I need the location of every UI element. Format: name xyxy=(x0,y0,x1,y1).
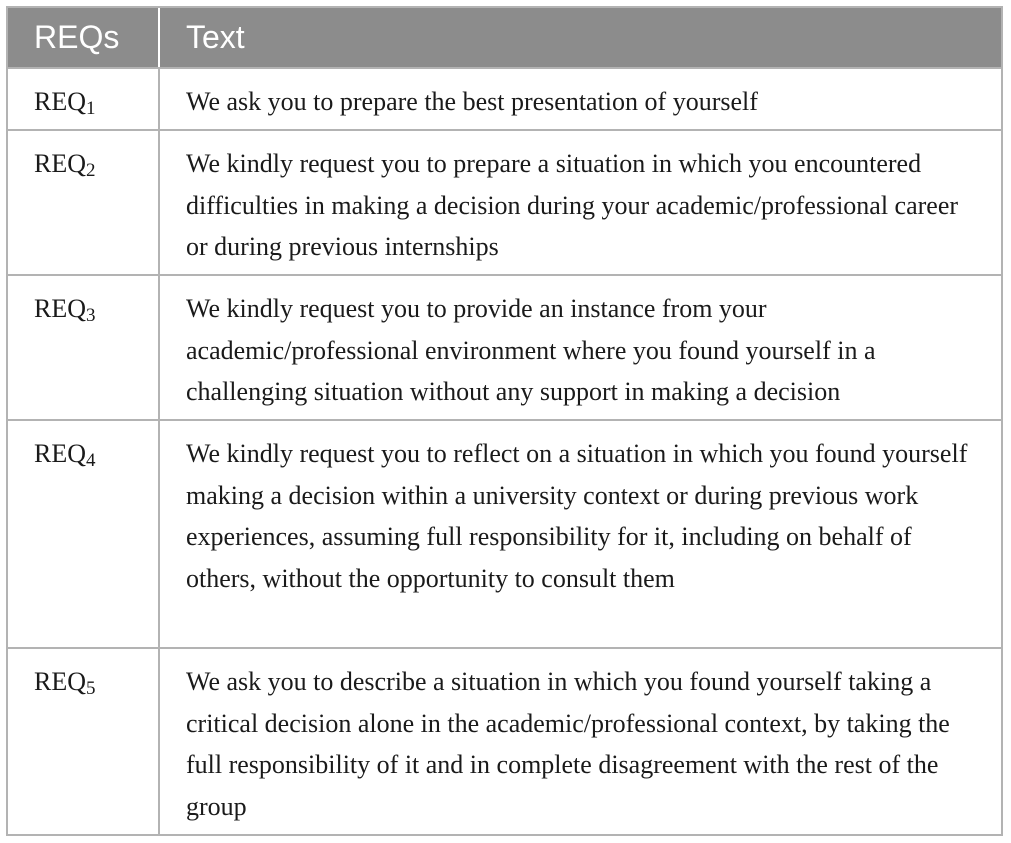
requests-table-grid xyxy=(8,8,1001,836)
column-header-reqs: REQs xyxy=(8,8,159,68)
req-id-subscript: 3 xyxy=(86,305,96,326)
req-id-subscript: 2 xyxy=(86,160,96,181)
header-row xyxy=(8,8,1001,68)
table-row xyxy=(8,275,1001,420)
req-id-label: REQ xyxy=(34,87,86,116)
req-text-cell: We kindly request you to prepare a situation in which you encountered difficulties in making a decision during your academic/professional career or during previous internships xyxy=(159,130,1001,275)
req-id-cell xyxy=(8,420,159,648)
requests-table xyxy=(6,6,1003,836)
req-id-cell xyxy=(8,648,159,836)
table-body xyxy=(8,68,1001,836)
req-text-cell: We kindly request you to provide an instance from your academic/professional environment where you found yourself in a challenging situation without any support in making a decision xyxy=(159,275,1001,420)
table-row xyxy=(8,130,1001,275)
req-id-label: REQ xyxy=(34,667,86,696)
req-id-cell xyxy=(8,275,159,420)
req-text-cell: We ask you to describe a situation in which you found yourself taking a critical decision alone in the academic/professional context, by taking the full responsibility of it and in complete disagreement with the rest of the group xyxy=(186,667,950,821)
column-header-text: Text xyxy=(159,8,1001,68)
req-id-label: REQ xyxy=(34,294,86,323)
req-id-subscript: 1 xyxy=(86,98,96,119)
table-row xyxy=(8,420,1001,648)
table-header xyxy=(8,8,1001,68)
req-id-subscript: 5 xyxy=(86,678,96,699)
table-row xyxy=(8,68,1001,130)
req-text-cell: We ask you to prepare the best presentation of yourself xyxy=(159,68,1001,130)
req-id-cell xyxy=(8,130,159,275)
req-id-label: REQ xyxy=(34,149,86,178)
req-text-cell: We kindly request you to reflect on a situation in which you found yourself making a decision within a university context or during previous work experiences, assuming full responsibility for it, including on behalf of others, without the opportunity to consult them xyxy=(159,420,1001,648)
req-id-cell xyxy=(8,68,159,130)
req-id-subscript: 4 xyxy=(86,450,96,471)
req-id-label: REQ xyxy=(34,439,86,468)
table-row xyxy=(8,648,1001,836)
